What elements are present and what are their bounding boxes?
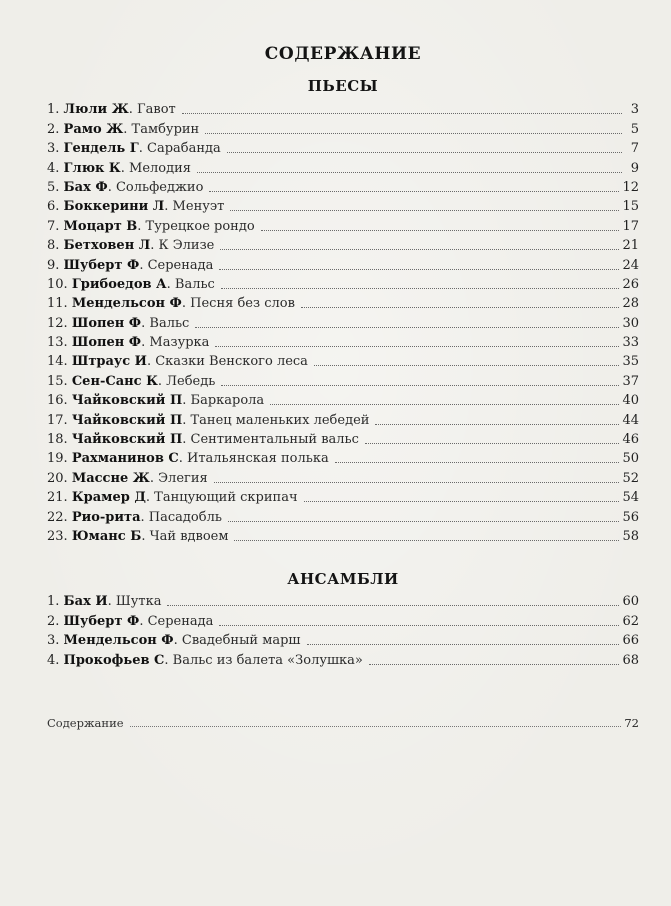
- entry-piece: . Вальс: [166, 276, 215, 292]
- entry-composer: Люли Ж: [63, 102, 129, 118]
- dot-leader: [197, 172, 622, 173]
- entry-piece: . Тамбурин: [123, 121, 200, 137]
- toc-entry[interactable]: [47, 350, 639, 369]
- entry-piece: . К Элизе: [150, 238, 215, 254]
- entry-piece: . Танцующий скрипач: [145, 490, 298, 506]
- entry-composer: Грибоедов А: [71, 276, 167, 292]
- entry-composer: Чайковский П: [71, 412, 183, 428]
- dot-leader: [130, 726, 622, 727]
- entry-composer: Массне Ж: [71, 470, 150, 486]
- toc-entry[interactable]: [47, 609, 639, 628]
- entry-number: 23.: [47, 528, 68, 544]
- entry-page-number: 44: [622, 412, 639, 428]
- toc-entry[interactable]: [47, 156, 639, 175]
- toc-entry[interactable]: [47, 428, 639, 447]
- entry-number: 2.: [47, 613, 60, 629]
- entry-number: 7.: [47, 218, 60, 234]
- entry-composer: Рамо Ж: [63, 121, 124, 137]
- toc-entry[interactable]: [47, 648, 639, 667]
- entry-number: 1.: [47, 594, 60, 610]
- entry-page-number: 52: [622, 470, 639, 486]
- ensembles-list: [47, 590, 639, 668]
- entry-number: 1.: [47, 102, 60, 118]
- entry-piece: . Серенада: [139, 613, 214, 629]
- entry-page-number: 40: [622, 393, 639, 409]
- toc-entry[interactable]: [47, 137, 639, 156]
- dot-leader: [365, 443, 620, 444]
- entry-piece: . Вальс из балета «Золушка»: [164, 652, 363, 668]
- entry-composer: Бах И: [63, 594, 108, 610]
- dot-leader: [314, 365, 620, 366]
- entry-piece: . Пасадобль: [140, 509, 222, 525]
- toc-entry[interactable]: [47, 195, 639, 214]
- entry-number: 9.: [47, 257, 60, 273]
- entry-composer: Шопен Ф: [71, 315, 142, 331]
- entry-page-number: 54: [622, 490, 639, 506]
- dot-leader: [335, 462, 620, 463]
- entry-page-number: 5: [630, 121, 639, 137]
- entry-number: 5.: [47, 179, 60, 195]
- toc-entry[interactable]: [47, 447, 639, 466]
- dot-leader: [270, 404, 619, 405]
- toc-entry-contents[interactable]: [47, 716, 639, 730]
- entry-piece: . Баркарола: [182, 393, 265, 409]
- page-title: СОДЕРЖАНИЕ: [264, 44, 422, 64]
- entry-page-number: 9: [630, 160, 639, 176]
- entry-piece: . Сарабанда: [138, 141, 221, 157]
- toc-entry[interactable]: [47, 98, 639, 117]
- dot-leader: [221, 288, 620, 289]
- entry-piece: . Сказки Венского леса: [146, 354, 308, 370]
- toc-entry[interactable]: [47, 408, 639, 427]
- dot-leader: [228, 521, 620, 522]
- entry-page-number: 26: [622, 276, 639, 292]
- entry-page-number: 17: [622, 218, 639, 234]
- dot-leader: [195, 327, 619, 328]
- entry-page-number: 35: [622, 354, 639, 370]
- entry-number: 16.: [47, 393, 68, 409]
- entry-piece: . Турецкое рондо: [137, 218, 255, 234]
- entry-composer: Гендель Г: [63, 141, 139, 157]
- entry-piece: . Гавот: [128, 102, 176, 118]
- entry-title: Содержание: [47, 716, 124, 730]
- toc-entry[interactable]: [47, 311, 639, 330]
- dot-leader: [215, 346, 619, 347]
- dot-leader: [219, 625, 619, 626]
- entry-number: 15.: [47, 373, 68, 389]
- entry-composer: Мендельсон Ф: [63, 633, 174, 649]
- entry-page-number: 46: [622, 432, 639, 448]
- dot-leader: [209, 191, 619, 192]
- entry-number: 20.: [47, 470, 68, 486]
- dot-leader: [167, 605, 619, 606]
- toc-entry[interactable]: [47, 629, 639, 648]
- dot-leader: [304, 501, 620, 502]
- entry-page-number: 15: [622, 199, 639, 215]
- entry-page-number: 56: [622, 509, 639, 525]
- entry-number: 4.: [47, 160, 60, 176]
- entry-composer: Чайковский П: [71, 432, 183, 448]
- dot-leader: [301, 307, 620, 308]
- dot-leader: [221, 385, 619, 386]
- entry-number: 12.: [47, 315, 68, 331]
- entry-number: 19.: [47, 451, 68, 467]
- entry-composer: Бах Ф: [63, 179, 108, 195]
- entry-composer: Рахманинов С: [71, 451, 179, 467]
- entry-number: 8.: [47, 238, 60, 254]
- toc-entry[interactable]: [47, 331, 639, 350]
- entry-composer: Мендельсон Ф: [71, 296, 182, 312]
- entry-number: 21.: [47, 490, 68, 506]
- toc-entry[interactable]: [47, 486, 639, 505]
- entry-piece: . Шутка: [107, 594, 162, 610]
- toc-entry[interactable]: [47, 292, 639, 311]
- toc-entry[interactable]: [47, 590, 639, 609]
- entry-composer: Рио-рита: [71, 509, 141, 525]
- dot-leader: [375, 424, 619, 425]
- pieces-list: [47, 98, 639, 544]
- entry-piece: . Менуэт: [164, 199, 225, 215]
- toc-entry[interactable]: [47, 369, 639, 388]
- entry-number: 18.: [47, 432, 68, 448]
- entry-page-number: 30: [622, 315, 639, 331]
- entry-piece: . Песня без слов: [181, 296, 295, 312]
- entry-piece: . Элегия: [149, 470, 208, 486]
- entry-composer: Чайковский П: [71, 393, 183, 409]
- entry-page-number: 68: [622, 652, 639, 668]
- dot-leader: [219, 269, 619, 270]
- entry-composer: Прокофьев С: [63, 652, 165, 668]
- entry-piece: . Сентиментальный вальс: [182, 432, 359, 448]
- entry-page-number: 28: [622, 296, 639, 312]
- entry-composer: Моцарт В: [63, 218, 138, 234]
- entry-number: 17.: [47, 412, 68, 428]
- entry-number: 3.: [47, 141, 60, 157]
- dot-leader: [307, 644, 620, 645]
- entry-page-number: 24: [622, 257, 639, 273]
- entry-number: 10.: [47, 276, 68, 292]
- dot-leader: [182, 113, 622, 114]
- entry-page-number: 21: [622, 238, 639, 254]
- dot-leader: [261, 230, 620, 231]
- entry-composer: Юманс Б: [71, 528, 142, 544]
- entry-piece: . Серенада: [139, 257, 214, 273]
- entry-number: 2.: [47, 121, 60, 137]
- entry-number: 11.: [47, 296, 68, 312]
- toc-entry[interactable]: [47, 525, 639, 544]
- dot-leader: [205, 133, 622, 134]
- dot-leader: [369, 664, 620, 665]
- toc-entry[interactable]: [47, 505, 639, 524]
- entry-page-number: 60: [622, 594, 639, 610]
- dot-leader: [214, 482, 620, 483]
- entry-composer: Крамер Д: [71, 490, 146, 506]
- entry-piece: . Итальянская полька: [178, 451, 329, 467]
- entry-page-number: 58: [622, 528, 639, 544]
- toc-entry[interactable]: [47, 234, 639, 253]
- entry-page-number: 66: [622, 633, 639, 649]
- entry-piece: . Мелодия: [120, 160, 191, 176]
- entry-page-number: 7: [630, 141, 639, 157]
- entry-page-number: 33: [622, 335, 639, 351]
- entry-number: 6.: [47, 199, 60, 215]
- dot-leader: [220, 249, 619, 250]
- entry-page-number: 50: [622, 451, 639, 467]
- entry-piece: . Свадебный марш: [173, 633, 301, 649]
- section-heading-pieces: ПЬЕСЫ: [307, 77, 379, 95]
- entry-page-number: 37: [622, 373, 639, 389]
- entry-composer: Бетховен Л: [63, 238, 151, 254]
- entry-number: 14.: [47, 354, 68, 370]
- section-heading-ensembles: АНСАМБЛИ: [287, 570, 399, 588]
- toc-entry[interactable]: [47, 176, 639, 195]
- entry-composer: Боккерини Л: [63, 199, 165, 215]
- entry-number: 3.: [47, 633, 60, 649]
- entry-composer: Шуберт Ф: [63, 613, 140, 629]
- dot-leader: [230, 210, 619, 211]
- dot-leader: [227, 152, 622, 153]
- entry-composer: Сен-Санс К: [71, 373, 158, 389]
- entry-number: 4.: [47, 652, 60, 668]
- toc-entry[interactable]: [47, 253, 639, 272]
- entry-composer: Глюк К: [63, 160, 121, 176]
- entry-page-number: 72: [624, 716, 639, 730]
- toc-entry[interactable]: [47, 273, 639, 292]
- entry-number: 22.: [47, 509, 68, 525]
- entry-piece: . Сольфеджио: [107, 179, 204, 195]
- entry-page-number: 12: [622, 179, 639, 195]
- dot-leader: [234, 540, 619, 541]
- entry-piece: . Вальс: [141, 315, 190, 331]
- entry-number: 13.: [47, 335, 68, 351]
- entry-piece: . Мазурка: [141, 335, 210, 351]
- toc-entry[interactable]: [47, 466, 639, 485]
- toc-entry[interactable]: [47, 117, 639, 136]
- entry-composer: Шуберт Ф: [63, 257, 140, 273]
- entry-composer: Шопен Ф: [71, 335, 142, 351]
- entry-piece: . Лебедь: [157, 373, 216, 389]
- entry-composer: Штраус И: [71, 354, 147, 370]
- toc-entry[interactable]: [47, 214, 639, 233]
- entry-piece: . Танец маленьких лебедей: [182, 412, 370, 428]
- toc-entry[interactable]: [47, 389, 639, 408]
- entry-page-number: 62: [622, 613, 639, 629]
- entry-piece: . Чай вдвоем: [141, 528, 229, 544]
- entry-page-number: 3: [630, 102, 639, 118]
